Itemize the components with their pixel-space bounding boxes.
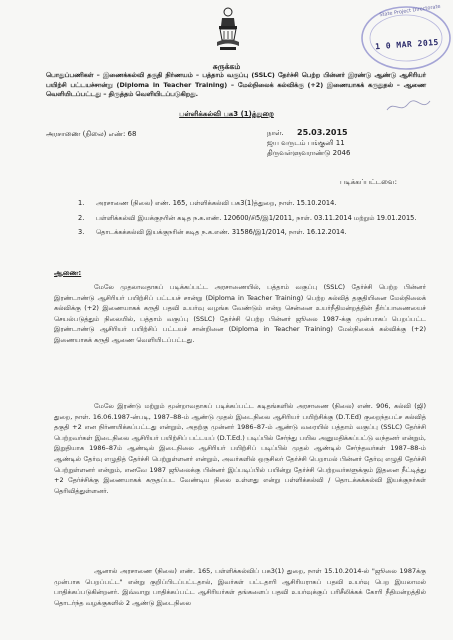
reference-text: பள்ளிக்கல்வி இயக்குநரின் கடித ந.க.எண். 120600/சி5/இ1/2011, நாள். 03.11.2014 மற்றும் 19.01.2015. [96,213,417,222]
go-number: அரசாணை (நிலை) எண்: 68 [46,130,137,138]
reference-number: 2. [78,213,85,222]
reference-number: 3. [78,228,85,236]
state-emblem-icon [214,6,242,52]
order-paragraph-1: மேலே முதலாவதாகப் படிக்கப்பட்ட அரசாணையில், பத்தாம் வகுப்பு (SSLC) தேர்ச்சி பெற்ற பின்னர் இரண்டாண்டு ஆசிரியர் பயிற்சிப் பட்டயச் சான்று (Diploma in Teacher Training) பெற்ற கல்வித் தகுதியினை மேல்நிலைக் கல்விக்கு (+2) இணையாகக் கருதி பதவி உயர்வு வழங்க வேண்டும் என்ற சென்னை உயர்நீதிமன்றத்தின் தீர்ப்பாணையைச் செயல்படுத்தும் நிலையில், பத்தாம் வகுப்பு (SSLC) தேர்ச்சி பெற்ற பின்னர் ஜூலை 1987-க்கு முன்பாகப் பெறப்பட்ட இரண்டாண்டு ஆசிரியர் பயிற்சிப் பட்டயச் சான்றினை (Diploma in Teacher Training) மேல்நிலைக் கல்விக்கு (+2) இணையாகக் கருதி ஆணை வெளியிடப்பட்டது. [54,283,426,344]
stamp-date: 1 0 MAR 2015 [374,37,440,52]
department-name: பள்ளிக்கல்வி பக3 (1)த்துறை [179,110,274,118]
order-paragraph-3: ஆனால் அரசாணை (நிலை) எண். 165, பள்ளிக்கல்விப் பக3(1) துறை, நாள் 15.10.2014-ல் "ஜூலை 1987க்கு முன்பாக பெறப்பட்ட" என்று குறிப்பிடப்பட்டதால், இவர்கள் பட்டதாரி ஆசிரியராகப் பதவி உயர்வு பெற இயலாமல் பாதிக்கப்படுகின்றனர். இவ்வாறு பாதிக்கப்பட்ட ஆசிரியர்கள் தங்களைப் பதவி உயர்வுக்குப் பரிசீலிக்கக் கோரி நீதிமன்றத்தில் தொடர்ந்த வழக்குகளில் 2 ஆண்டு இடைநிலை [54,567,426,607]
document-heading: சுருக்கம் [212,62,241,71]
date-value: 25.03.2015 [297,128,348,137]
reference-text: அரசாணை (நிலை) எண். 165, பள்ளிக்கல்வி பக3(1)த்துறை, நாள். 15.10.2014. [96,199,337,207]
thiruvalluvar-year: திருவள்ளுவராண்டு 2046 [267,149,351,157]
reference-item [78,214,424,224]
tamil-month: ஜய வருடம் பங்குனி 11 [267,139,345,147]
reference-item [78,199,424,209]
read-heading: படிக்கப்பட்டவை: [340,178,397,186]
date-label: நாள். [267,129,284,137]
order-heading: ஆணை: [54,269,82,277]
date-block [267,128,350,158]
reference-item [78,228,424,238]
stamp-title: State Project Directorate [379,3,441,19]
reference-number: 1. [78,199,85,207]
subject-line: பொதுப்பணிகள் – இணைக்கல்வி தகுதி நிர்ணயம் – பத்தாம் வகுப்பு (SSLC) தேர்ச்சி பெற்ற பின்னர் இரண்டு ஆண்டு ஆசிரியர் பயிற்சி பட்டயச்சான்று (Diploma in Teacher Training) – மேல்நிலைக் கல்விக்கு (+2) இணையாகக் கருதுதல் – ஆணை வெளியிடப்பட்டது – திருத்தம் வெளியிடப்படுகிறது. [46,71,426,99]
order-paragraph-2: மேலே இரண்டு மற்றும் மூன்றாவதாகப் படிக்கப்பட்ட கடிதங்களில் அரசாணை (நிலை) எண். 906, கல்வி (ஜி) துறை, நாள். 16.06.1987-ன்படி, 1987–88-ம் ஆண்டு முதல் இடைநிலை ஆசிரியர் பயிற்சிக்கு (D.T.Ed) குறைந்தபட்ச கல்வித் தகுதி +2 என நிர்ணயிக்கப்பட்டது என்றும், அதற்கு முன்னர் 1986–87-ம் ஆண்டு வரையில் பத்தாம் வகுப்பு (SSLC) தேர்ச்சி பெற்றவர்கள் இடைநிலை ஆசிரியர் பயிற்சிப் பட்டயப் (D.T.Ed.) படிப்பில் சேர்ந்து பயில அனுமதிக்கப்பட்டு வந்தனர் என்றும், இறுதியாக 1986–87ம் ஆண்டில் இடைநிலை ஆசிரியர் பயிற்சிப் படிப்பில் முதல் ஆண்டில் சேர்ந்தவர்கள் 1987–88-ம் ஆண்டில் தேர்வு எழுதித் தேர்ச்சி பெற்றுள்ளனர் என்றும், அவர்களில் ஒருசிலர் தேர்ச்சி பெறாமல் பின்னர் தேர்வு எழுதி தேர்ச்சி பெற்றுள்ளனர் என்றும், எனவே 1987 ஜூலைக்கு பின்னர் இப்படிப்பில் பயின்று தேர்ச்சி பெற்றவர்களுக்கும் இதனை நீட்டித்து +2 தேர்ச்சிக்கு இணையாகக் கருதப்பட வேண்டிய நிலை உள்ளது என்று பள்ளிக்கல்வி / தொடக்கக்கல்வி இயக்குநர்கள் தெரிவித்துள்ளனர். [54,402,427,495]
reference-list [78,199,424,243]
reference-text: தொடக்கக்கல்வி இயக்குநரின் கடித ந.க.எண். 31586/இ1/2014, நாள். 16.12.2014. [96,228,347,236]
